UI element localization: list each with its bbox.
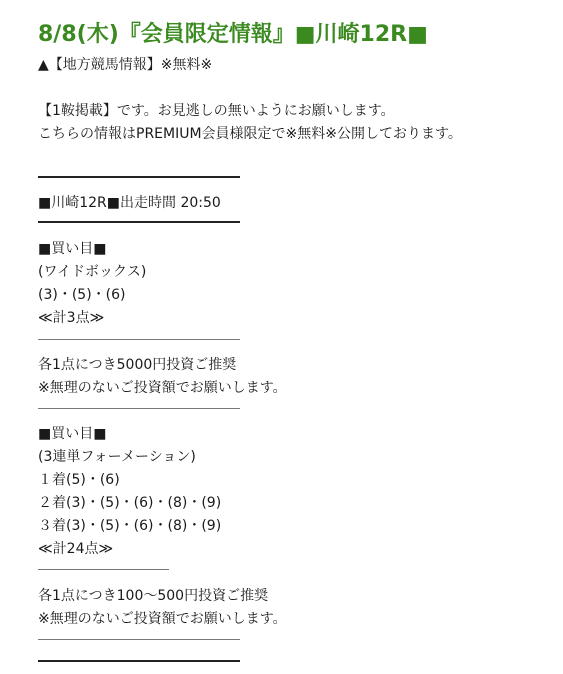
section-divider	[38, 660, 240, 662]
bet2-heading: ■買い目■	[38, 426, 107, 442]
bet2-first: １着(5)・(6)	[38, 472, 120, 488]
divider	[38, 339, 240, 340]
divider	[38, 569, 169, 570]
bet1-heading: ■買い目■	[38, 241, 107, 257]
bet1-numbers: (3)・(5)・(6)	[38, 287, 126, 303]
page-title: 8/8(木)『会員限定情報』■川崎12R■	[38, 22, 428, 47]
bet1-recommend: 各1点につき5000円投資ご推奨	[38, 357, 237, 373]
intro-text-2: こちらの情報はPREMIUM会員様限定で※無料※公開しております。	[38, 126, 462, 142]
bet1-type: (ワイドボックス)	[38, 264, 147, 280]
bet2-second: ２着(3)・(5)・(6)・(8)・(9)	[38, 495, 222, 511]
bet2-type: (3連単フォーメーション)	[38, 449, 196, 465]
divider	[38, 639, 240, 640]
intro-text-1: 【1鞍掲載】です。お見逃しの無いようにお願いします。	[38, 103, 395, 119]
section-divider	[38, 176, 240, 178]
bet2-total: ≪計24点≫	[38, 541, 114, 557]
bet1-total: ≪計3点≫	[38, 310, 105, 326]
category-label: ▲【地方競馬情報】※無料※	[38, 57, 213, 73]
bet1-note: ※無理のないご投資額でお願いします。	[38, 380, 287, 396]
section-divider	[38, 221, 240, 223]
bet2-third: ３着(3)・(5)・(6)・(8)・(9)	[38, 518, 222, 534]
bet2-note: ※無理のないご投資額でお願いします。	[38, 611, 287, 627]
divider	[38, 408, 240, 409]
race-info: ■川崎12R■出走時間 20:50	[38, 195, 221, 211]
bet2-recommend: 各1点につき100〜500円投資ご推奨	[38, 588, 269, 604]
